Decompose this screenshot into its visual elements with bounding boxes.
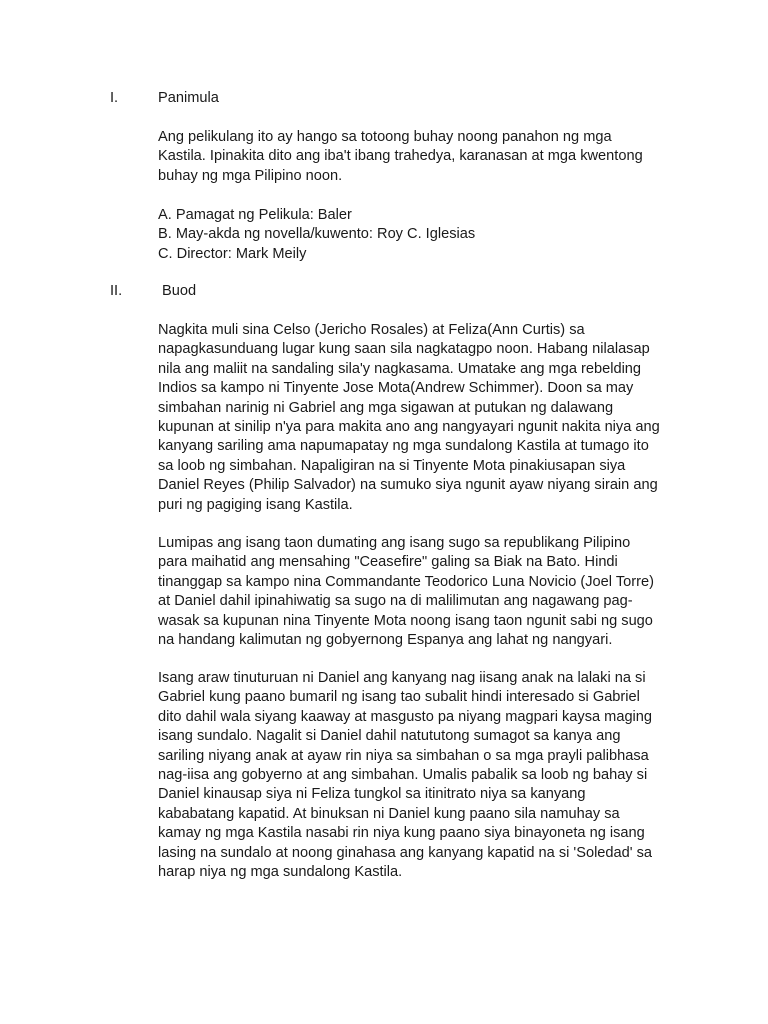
list-item-author: B. May-akda ng novella/kuwento: Roy C. Iglesias — [158, 226, 476, 243]
paragraph-line: simbahan narinig ni Gabriel ang mga sigawan at putukan ng dalawang — [158, 399, 614, 416]
paragraph-line: Indios sa kampo ni Tinyente Jose Mota(Andrew Schimmer). Doon sa may — [158, 380, 634, 397]
paragraph-line: Daniel kinausap siya ni Feliza tungkol sa itinitrato niya sa kanyang — [158, 786, 586, 803]
paragraph-line: para maihatid ang mensahing "Ceasefire" galing sa Biak na Bato. Hindi — [158, 554, 618, 571]
list-item-director: C. Director: Mark Meily — [158, 245, 307, 262]
paragraph-line: kababatang kapatid. At binuksan ni Daniel kung paano sila namuhay sa — [158, 805, 620, 822]
paragraph-line: na handang kalimutan ng gobyernong Espanya ang lahat ng nangyari. — [158, 632, 613, 649]
paragraph-line: at Daniel dahil ipinahiwatig sa sugo na di malilimutan ang nagawang pag- — [158, 593, 633, 610]
section-numeral: I. — [110, 90, 119, 106]
paragraph-line: Gabriel kung paano bumaril ng isang tao subalit hindi interesado si Gabriel — [158, 689, 640, 706]
paragraph-line: nila ang maliit na sandaling sila'y nagkasama. Umatake ang mga rebelding — [158, 360, 642, 377]
paragraph-line: tinanggap sa kampo nina Commandante Teodorico Luna Novicio (Joel Torre) — [158, 573, 654, 590]
paragraph-line: kanyang sariling ama napumapatay ng mga sundalong Kastila at tumago ito — [158, 438, 649, 455]
paragraph-line: sariling niyang anak at ayaw rin niya sa simbahan o sa mga prayli palibhasa — [158, 747, 649, 764]
intro-paragraph — [158, 128, 688, 186]
section-heading-panimula — [110, 90, 219, 106]
paragraph-line: kupunan at sinilip n'ya para makita ano ang nangyayari ngunit nakita niya ang — [158, 419, 660, 436]
paragraph-line: Lumipas ang isang taon dumating ang isang sugo sa republikang Pilipino — [158, 535, 631, 551]
paragraph-line: nag-iisa ang gobyerno at ang simbahan. Umalis pabalik sa loob ng bahay si — [158, 767, 648, 784]
section-numeral: II. — [110, 283, 123, 299]
paragraph-line: Kastila. Ipinakita dito ang iba't ibang trahedya, karanasan at mga kwentong — [158, 148, 643, 165]
paragraph-line: Nagkita muli sina Celso (Jericho Rosales) at Feliza(Ann Curtis) sa — [158, 322, 585, 338]
film-details-list — [158, 206, 688, 264]
paragraph-line: wasak sa kupunan nina Tinyente Mota noong isang taon ngunit sabi ng sugo — [158, 612, 653, 629]
section-title: Buod — [158, 283, 197, 299]
paragraph-line: Daniel Reyes (Philip Salvador) na sumuko siya ngunit ayaw niyang sirain ang — [158, 477, 658, 494]
section-heading-buod — [110, 283, 196, 299]
paragraph-line: lasing na sundalo at noong ginahasa ang kanyang kapatid na si 'Soledad' sa — [158, 844, 653, 861]
paragraph-line: isang sundalo. Nagalit si Daniel dahil natututong sumagot sa kanya ang — [158, 728, 621, 745]
paragraph-line: puri ng pagiging isang Kastila. — [158, 496, 353, 513]
paragraph-line: dito dahil wala siyang kaaway at masgusto pa niyang magpari kaysa maging — [158, 708, 653, 725]
summary-paragraph-3 — [158, 669, 688, 882]
paragraph-line: harap niya ng mga sundalong Kastila. — [158, 864, 403, 881]
list-item-title: A. Pamagat ng Pelikula: Baler — [158, 207, 352, 223]
paragraph-line: napagkasunduang lugar kung saan sila nagkatagpo noon. Habang nilalasap — [158, 341, 650, 358]
summary-paragraph-1 — [158, 321, 688, 515]
section-title: Panimula — [158, 90, 219, 106]
paragraph-line: Isang araw tinuturuan ni Daniel ang kanyang nag iisang anak na lalaki na si — [158, 670, 646, 686]
paragraph-line: Ang pelikulang ito ay hango sa totoong buhay noong panahon ng mga — [158, 129, 612, 145]
paragraph-line: kamay ng mga Kastila nasabi rin niya kung paano siya binayoneta ng isang — [158, 825, 645, 842]
paragraph-line: sa loob ng simbahan. Napaligiran na si Tinyente Mota pinakiusapan siya — [158, 457, 626, 474]
paragraph-line: buhay ng mga Pilipino noon. — [158, 167, 343, 184]
summary-paragraph-2 — [158, 534, 688, 650]
